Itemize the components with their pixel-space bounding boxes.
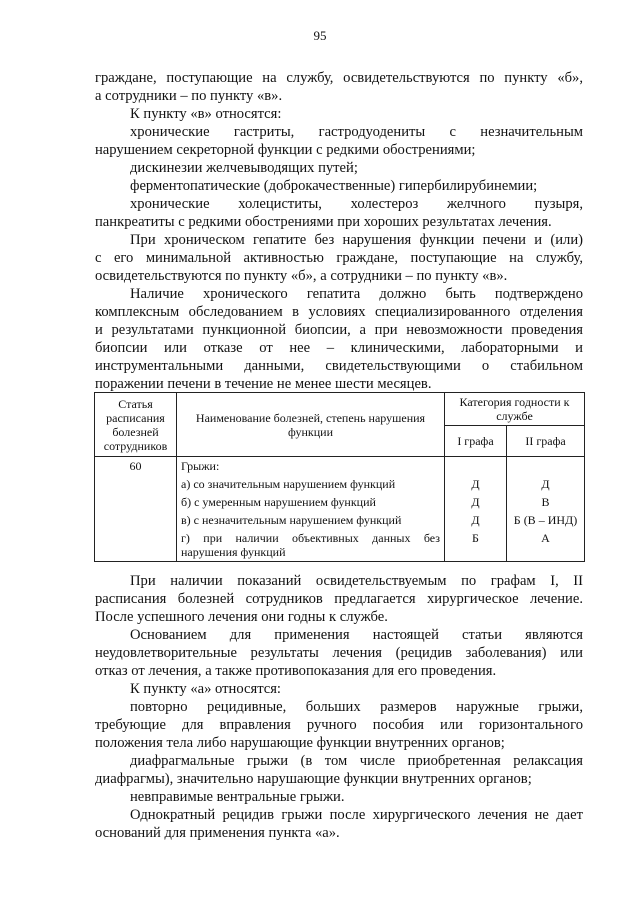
row-grade-1: Д (445, 511, 507, 529)
text-line: хронические гастриты, гастродуодениты с незначительным (130, 124, 583, 140)
text-block-lower (95, 572, 583, 842)
text-line: К пункту «а» относятся: (130, 681, 281, 697)
text-line: неудовлетворительные результаты лечения (рецидив заболевания) или (95, 645, 583, 661)
disease-title: Грыжи: (177, 457, 445, 476)
row-grade-2: А (507, 529, 585, 562)
text-line: и результатами пункционной биопсии, а при невозможности проведения (95, 322, 583, 338)
row-grade-1: Д (445, 493, 507, 511)
text-line: диафрагмы), значительно нарушающие функции внутренних органов; (95, 771, 532, 787)
text-line: оснований для применения пункта «а». (95, 825, 340, 841)
text-line: хронические холециститы, холестероз желчного пузыря, (130, 196, 583, 212)
article-number: 60 (95, 457, 177, 562)
text-line: Однократный рецидив грыжи после хирургического лечения не дает (130, 807, 583, 823)
row-description: а) со значительным нарушением функций (177, 475, 445, 493)
text-line: Наличие хронического гепатита должно быть подтверждено (130, 286, 583, 302)
header-disease-name: Наименование болезней, степень нарушения функции (177, 393, 445, 457)
text-line: При наличии показаний освидетельствуемым по графам I, II (130, 573, 583, 589)
row-grade-2: Б (В – ИНД) (507, 511, 585, 529)
disease-schedule-table (94, 392, 585, 562)
text-line: К пункту «в» относятся: (130, 106, 282, 122)
text-line: панкреатиты с редкими обострениями при хороших результатах лечения. (95, 214, 552, 230)
row-grade-1: Б (445, 529, 507, 562)
row-grade-2: Д (507, 475, 585, 493)
row-grade-1: Д (445, 475, 507, 493)
text-line: положения тела либо нарушающие функции внутренних органов; (95, 735, 505, 751)
text-line: Основанием для применения настоящей статьи являются (130, 627, 583, 643)
text-line: повторно рецидивные, больших размеров наружные грыжи, (130, 699, 583, 715)
text-line: отказ от лечения, а также противопоказания для его проведения. (95, 663, 497, 679)
text-line: диафрагмальные грыжи (в том числе приобретенная релаксация (130, 753, 583, 769)
header-column-1: I графа (445, 426, 507, 457)
text-line: невправимые вентральные грыжи. (130, 789, 345, 805)
row-description: в) с незначительным нарушением функций (177, 511, 445, 529)
text-line: освидетельствуются по пункту «б», а сотрудники – по пункту «в». (95, 268, 508, 284)
text-line: а сотрудники – по пункту «в». (95, 88, 283, 104)
page-number: 95 (313, 28, 327, 43)
header-column-2: II графа (507, 426, 585, 457)
text-line: дискинезии желчевыводящих путей; (130, 160, 358, 176)
text-line: При хроническом гепатите без нарушения функции печени и (или) (130, 232, 583, 248)
header-fitness-category: Категория годности к службе (445, 393, 585, 426)
header-article: Статья расписания болезней сотрудников (95, 393, 177, 457)
table-header-row (95, 393, 585, 426)
text-line: биопсии или отказе от нее – клиническими, лабораторными и (95, 340, 583, 356)
text-line: После успешного лечения они годны к службе. (95, 609, 388, 625)
text-block-upper (95, 69, 583, 393)
row-grade-2: В (507, 493, 585, 511)
table-row (95, 457, 585, 476)
text-line: поражении печени в течение не менее шести месяцев. (95, 376, 432, 392)
text-line: комплексным обследованием в условиях специализированного отделения (95, 304, 583, 320)
text-line: расписания болезней сотрудников предлагается хирургическое лечение. (95, 591, 583, 607)
text-line: с его минимальной активностью граждане, поступающие на службу, (95, 250, 583, 266)
row-description: б) с умеренным нарушением функций (177, 493, 445, 511)
text-line: ферментопатические (доброкачественные) гипербилирубинемии; (130, 178, 538, 194)
text-line: требующие для вправления ручного пособия или горизонтального (95, 717, 583, 733)
text-line: граждане, поступающие на службу, освидетельствуются по пункту «б», (95, 70, 583, 86)
text-line: нарушением секреторной функции с редкими обострениями; (95, 142, 476, 158)
text-line: инструментальными данными, свидетельствующими о стабильном (95, 358, 583, 374)
row-description: г) при наличии объективных данных без нарушения функций (177, 529, 445, 562)
